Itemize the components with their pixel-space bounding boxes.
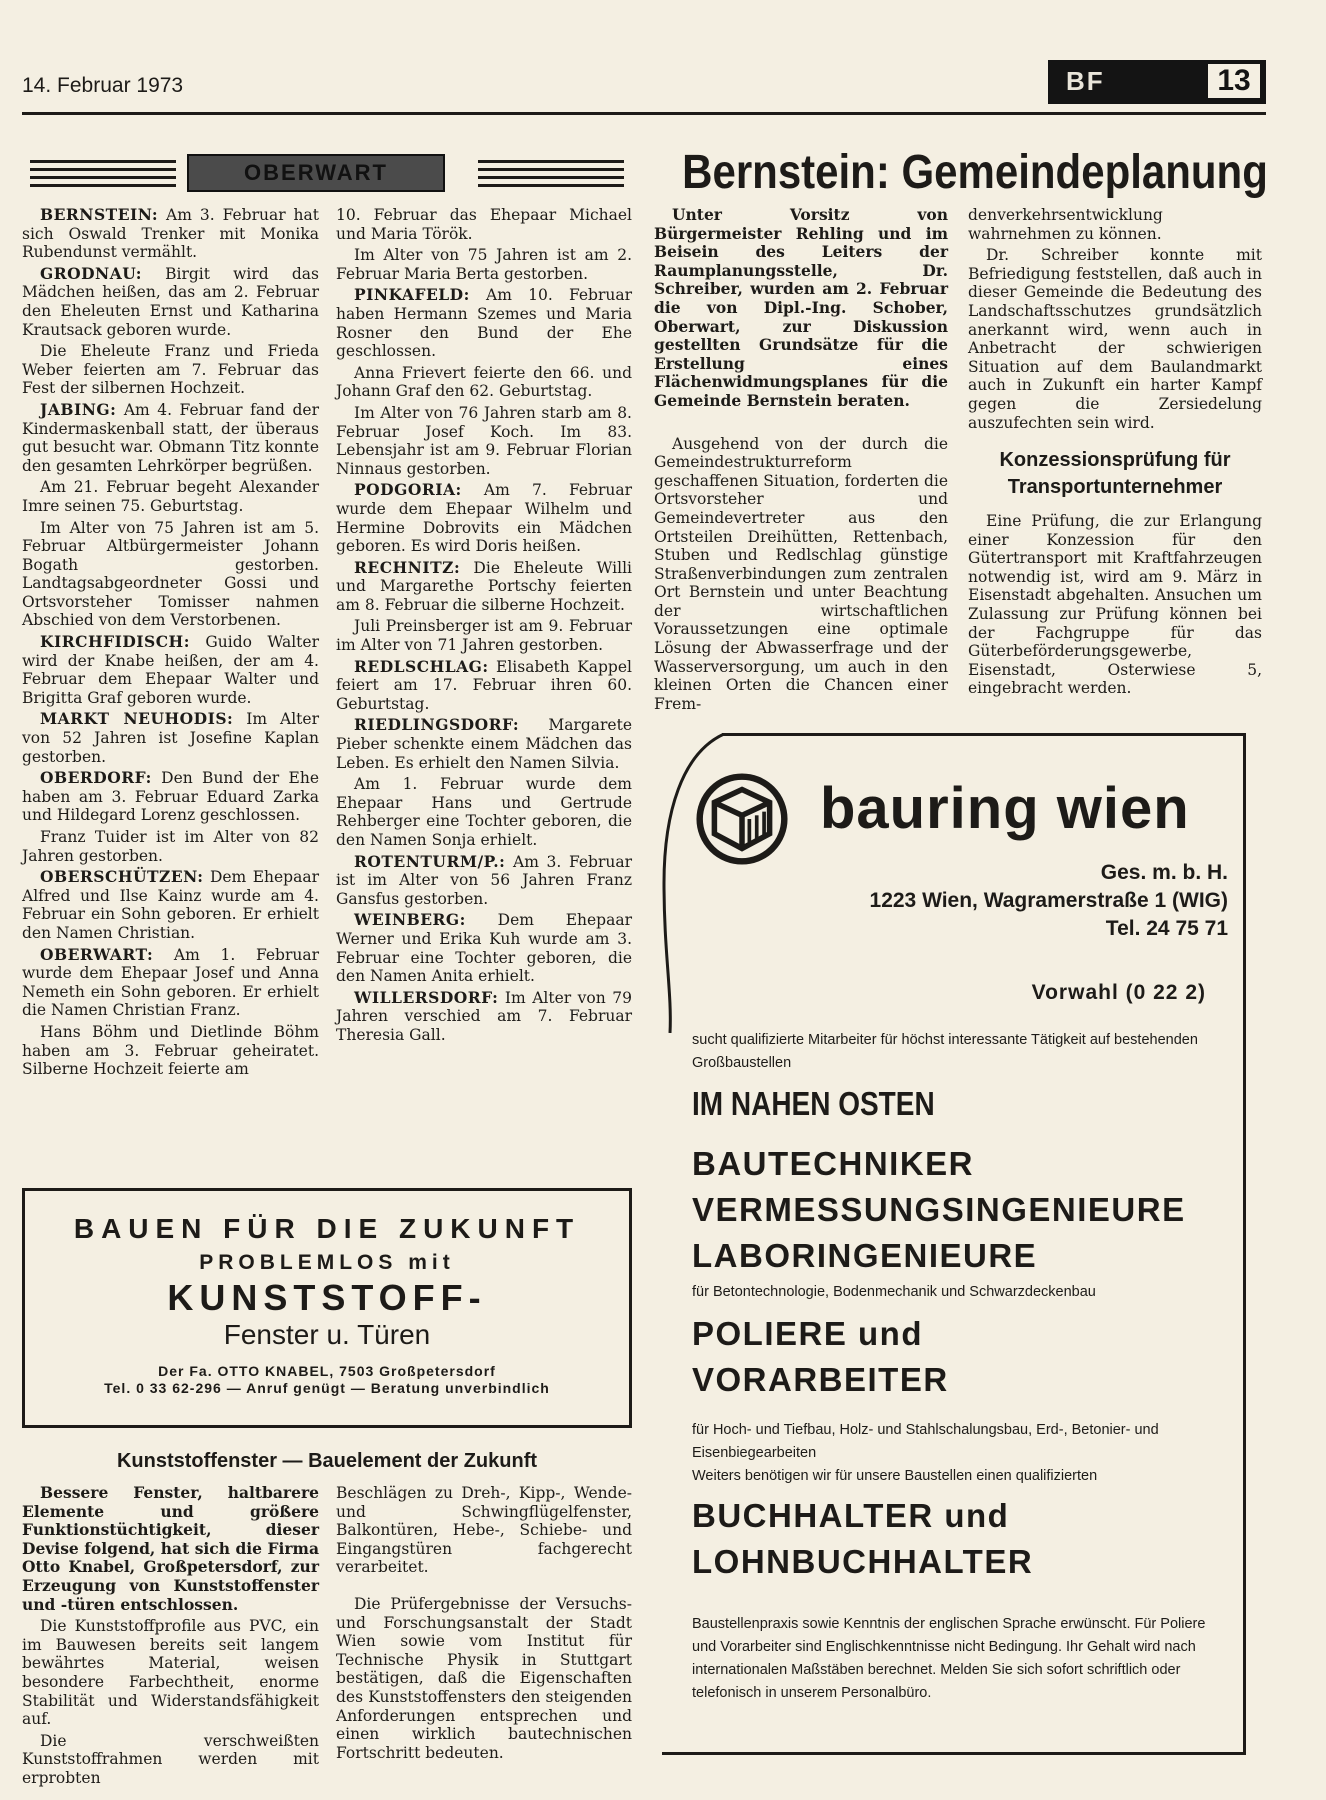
bauring-logo-icon	[696, 773, 788, 865]
bernstein-lead: Unter Vorsitz von Bürgermeister Rehling und im Beisein des Leiters der Raumplanungsstelle, Dr. Schreiber, wurden am 2. Februar die von Dipl.-Ing. Schober, Oberwart, zur Diskussion gestellten Grundsätze für die Erstellung eines Flächenwidmungsplanes für die Gemeinde Bernstein beraten.	[654, 205, 948, 410]
news-item-place: RIEDLINGSDORF:	[354, 715, 520, 735]
news-item	[336, 716, 632, 772]
section-rule-right	[478, 160, 624, 190]
headline-konzession	[968, 447, 1262, 501]
news-item	[336, 559, 632, 615]
news-item	[336, 404, 632, 478]
oberwart-column-2	[336, 206, 632, 1048]
news-item	[22, 342, 319, 398]
ad-frame-right	[1243, 733, 1246, 1755]
issue-date: 14. Februar 1973	[22, 74, 184, 97]
news-item-text: Birgit wird das Mädchen heißen, das am 2. Februar den Eheleuten Ernst und Katharina Krautsack geboren wurde.	[22, 264, 319, 339]
header-rule	[22, 112, 1266, 115]
news-item-text: Anna Frievert feierte den 66. und Johann Graf den 62. Geburtstag.	[336, 363, 632, 401]
bernstein-column-2	[968, 206, 1262, 435]
news-item-place: KIRCHFIDISCH:	[40, 632, 190, 652]
news-item	[22, 769, 319, 825]
news-item-place: ROTENTURM/P.:	[354, 851, 506, 871]
news-item-place: MARKT NEUHODIS:	[40, 709, 234, 729]
kunststoffenster-column-2	[336, 1484, 632, 1765]
bauring-footer: Baustellenpraxis sowie Kenntnis der englischen Sprache erwünscht. Für Poliere und Vorarbeiter sind Englischkenntnisse nicht Bedingung. Ihr Gehalt wird nach internationalen Maßstäben berechnet. Melden Sie sich sofort schriftlich oder telefonisch in unserem Personalbüro.	[692, 1616, 1206, 1701]
news-item-text: Im Alter von 75 Jahren ist am 2. Februar Maria Berta gestorben.	[336, 246, 632, 283]
bernstein-body-1: Ausgehend von der durch die Gemeindestrukturreform geschaffenen Situation, forderten die Ortsvorsteher und Gemeindevertreter aus den Ortsteilen Dreihütten, Rettenbach, Stuben und Redlschlag günstige Straßenverbindungen zum zentralen Ort Bernstein und unter Beachtung der wirtschaftlichen Voraussetzungen eine optimale Lösung der Abwasserfrage und der Wasserversorgung, um auch in den kleinen Orten die Chancen einer Frem-	[654, 434, 948, 713]
news-item-place: PODGORIA:	[354, 480, 462, 500]
bauring-brand: bauring wien	[820, 776, 1190, 841]
news-item-text: Den Bund der Ehe haben am 3. Februar Eduard Zarka und Hildegard Lorenz geschlossen.	[22, 769, 319, 825]
news-item-text: Die Eheleute Franz und Frieda Weber feierten am 7. Februar das Fest der silbernen Hochzeit.	[22, 342, 319, 398]
news-item-text: Am 1. Februar wurde dem Ehepaar Hans und Gertrude Rehberger eine Tochter geboren, die den Namen Sonja erhielt.	[336, 775, 632, 849]
kunststoffenster-p3: Beschlägen zu Dreh-, Kipp-, Wende- und Schwingflügelfenster, Balkontüren, Hebe-, Schiebe- und Eingangstüren fachgerecht verarbeitet.	[336, 1484, 632, 1577]
news-item-text: Margarete Pieber schenkte einem Mädchen das Leben. Es erhielt den Namen Silvia.	[336, 716, 632, 772]
job-buchhalter: BUCHHALTER und	[692, 1497, 1010, 1534]
headline-bernstein: Bernstein: Gemeindeplanung	[682, 144, 1268, 199]
news-item	[22, 265, 319, 339]
ad-company: Der Fa. OTTO KNABEL, 7503 Großpetersdorf	[158, 1363, 496, 1379]
news-item-text: Franz Tuider ist im Alter von 82 Jahren gestorben.	[22, 828, 319, 865]
section-rule-left	[30, 160, 176, 190]
news-item-place: PINKAFELD:	[354, 285, 470, 305]
news-item	[336, 364, 632, 401]
bernstein-column-1	[654, 206, 948, 716]
publication-name: BF	[1066, 66, 1105, 96]
job-laboringenieure-detail: für Betontechnologie, Bodenmechanik und Schwarzdeckenbau	[692, 1284, 1096, 1300]
news-item-text: Am 7. Februar wurde dem Ehepaar Wilhelm und Hermine Dobrovits ein Mädchen geboren. Es wird Doris heißen.	[336, 481, 632, 556]
job-bautechniker: BAUTECHNIKER	[692, 1145, 974, 1182]
bauring-phone: Tel. 24 75 71	[1105, 917, 1228, 940]
news-item	[336, 206, 632, 243]
advertisement-kunststoff	[22, 1188, 632, 1428]
bernstein-body-2a: denverkehrsentwicklung wahrnehmen zu können.	[968, 206, 1163, 243]
news-item-text: Im Alter von 79 Jahren verschied am 7. Februar Theresia Gall.	[336, 988, 632, 1044]
bauring-area-code: Vorwahl (0 22 2)	[1031, 981, 1206, 1004]
bauring-region: IM NAHEN OSTEN	[692, 1085, 935, 1123]
bernstein-body-2b: Dr. Schreiber konnte mit Befriedigung feststellen, daß auch in dieser Gemeinde die Bedeutung des Landschaftsschutzes grundsätzlich anerkannt wird, wenn auch in Anbetracht der schwierigen Situation auf dem Baulandmarkt auch in Zukunft ein harter Kampf gegen die Zersiedelung auszufechten sein wird.	[968, 246, 1262, 432]
news-item	[336, 658, 632, 714]
news-item	[22, 828, 319, 865]
kunststoffenster-lead: Bessere Fenster, haltbarere Elemente und größere Funktionstüchtigkeit, dieser Devise folgend, hat sich die Firma Otto Knabel, Großpetersdorf, zur Erzeugung von Kunststoffenster und -türen entschlossen.	[22, 1483, 319, 1614]
news-item	[22, 1023, 319, 1079]
job-laboringenieure: LABORINGENIEURE	[692, 1237, 1038, 1274]
bauring-intro: sucht qualifizierte Mitarbeiter für höchst interessante Tätigkeit auf bestehenden Großbaustellen	[692, 1032, 1198, 1071]
news-item-place: BERNSTEIN:	[40, 205, 159, 224]
ad-product-detail: Fenster u. Türen	[223, 1319, 431, 1350]
news-item	[22, 868, 319, 942]
news-item	[22, 519, 319, 631]
news-item-text: Am 4. Februar fand der Kindermaskenball statt, der überaus gut besucht war. Obmann Titz konnte den gesamten Lehrkörper begrüßen.	[22, 400, 319, 475]
news-item	[336, 775, 632, 849]
news-item-text: 10. Februar das Ehepaar Michael und Maria Török.	[336, 206, 632, 243]
news-item-place: GRODNAU:	[40, 263, 142, 283]
news-item-text: Dem Ehepaar Werner und Erika Kuh wurde am 3. Februar eine Tochter geboren, die den Namen Anita erhielt.	[336, 911, 632, 986]
news-item	[22, 401, 319, 475]
news-item-text: Dem Ehepaar Alfred und Ilse Kainz wurde am 4. Februar ein Sohn geboren. Er erhielt den Namen Christian.	[22, 868, 319, 942]
news-item-text: Guido Walter wird der Knabe heißen, der am 4. Februar dem Ehepaar Walter und Brigitta Graf geboren wurde.	[22, 633, 319, 707]
ad-frame-top	[722, 733, 1246, 736]
news-item-text: Die Eheleute Willi und Margarethe Portschy feierten am 8. Februar die silberne Hochzeit.	[336, 558, 632, 614]
news-item	[22, 710, 319, 766]
news-item-text: Hans Böhm und Dietlinde Böhm haben am 3. Februar geheiratet. Silberne Hochzeit feierte am	[22, 1022, 319, 1079]
kunststoffenster-column-1	[22, 1484, 319, 1791]
news-item	[336, 853, 632, 909]
news-item-text: Im Alter von 52 Jahren ist Josefine Kaplan gestorben.	[22, 710, 319, 766]
publication-badge	[1048, 60, 1266, 104]
news-item	[22, 946, 319, 1020]
news-item-place: JABING:	[40, 399, 117, 419]
news-item-place: OBERDORF:	[40, 768, 152, 788]
news-item-text: Am 3. Februar ist im Alter von 56 Jahren Franz Gansfus gestorben.	[336, 852, 632, 908]
news-item-text: Am 21. Februar begeht Alexander Imre seinen 75. Geburtstag.	[22, 478, 319, 515]
news-item	[336, 481, 632, 555]
news-item	[336, 617, 632, 654]
news-item-place: WEINBERG:	[354, 910, 466, 930]
news-item	[336, 989, 632, 1045]
job-vorarbeiter: VORARBEITER	[692, 1361, 949, 1398]
news-item-text: Am 3. Februar hat sich Oswald Trenker mit Monika Rubendunst vermählt.	[22, 206, 319, 262]
bauring-further: Weiters benötigen wir für unsere Baustellen einen qualifizierten	[692, 1468, 1098, 1484]
news-item-place: REDLSCHLAG:	[354, 656, 489, 676]
kunststoffenster-p1: Die Kunststoffprofile aus PVC, ein im Bauwesen bereits seit langem bewährtes Material, weisen besondere Farbechtheit, enorme Stabilität und Widerstandsfähigkeit auf.	[22, 1617, 319, 1729]
news-item-place: RECHNITZ:	[354, 557, 461, 577]
job-poliere-detail: für Hoch- und Tiefbau, Holz- und Stahlschalungsbau, Erd-, Betonier- und Eisenbiegearbeiten	[692, 1422, 1159, 1461]
news-item-text: Im Alter von 75 Jahren ist am 5. Februar Altbürgermeister Johann Bogath gestorben. Landtagsabgeordneter Gossi und Ortsvorsteher Tomisser nahmen Abschied von dem Verstorbenen.	[22, 518, 319, 630]
advertisement-bauring	[662, 733, 1246, 1755]
job-lohnbuchhalter: LOHNBUCHHALTER	[692, 1543, 1034, 1580]
news-item-place: WILLERSDORF:	[354, 987, 499, 1007]
section-label: OBERWART	[187, 154, 445, 192]
oberwart-column-1	[22, 206, 319, 1082]
news-item-text: Am 10. Februar haben Hermann Szemes und Maria Rosner den Bund der Ehe geschlossen.	[336, 286, 632, 361]
news-item-place: OBERSCHÜTZEN:	[40, 867, 204, 887]
ad-frame-bottom	[662, 1752, 1246, 1755]
news-item	[336, 911, 632, 985]
news-item	[336, 246, 632, 283]
ad-phone: Tel. 0 33 62-296 — Anruf genügt — Beratung unverbindlich	[104, 1380, 550, 1396]
konzession-column	[968, 512, 1262, 701]
news-item-text: Elisabeth Kappel feiert am 17. Februar ihren 60. Geburtstag.	[336, 657, 632, 713]
news-item-place: OBERWART:	[40, 944, 154, 964]
konzession-body: Eine Prüfung, die zur Erlangung einer Konzession für den Gütertransport mit Kraftfahrzeugen notwendig ist, wird am 9. März in Eisenstadt abgehalten. Ansuchen um Zulassung zur Prüfung können bei der Fachgruppe für das Güterbeförderungsgewerbe, Eisenstadt, Osterwiese 5, eingebracht werden.	[968, 512, 1262, 698]
news-item-text: Im Alter von 76 Jahren starb am 8. Februar Josef Koch. Im 83. Lebensjahr ist am 9. Februar Florian Ninnaus gestorben.	[336, 403, 632, 478]
news-item	[336, 286, 632, 360]
headline-konzession-line-2: Transportunternehmer	[1007, 476, 1223, 498]
news-item-text: Am 1. Februar wurde dem Ehepaar Josef und Anna Nemeth ein Sohn geboren. Er erhielt die Namen Christian Franz.	[22, 945, 319, 1020]
job-vermessungsingenieure: VERMESSUNGSINGENIEURE	[692, 1191, 1186, 1228]
kunststoffenster-p4: Die Prüfergebnisse der Versuchs- und Forschungsanstalt der Stadt Wien sowie vom Institut für Technische Physik in Stuttgart bestätigen, daß die Eigenschaften des Kunststoffensters den steigenden Anforderungen entsprechen und einen wirklich bautechnischen Fortschritt bedeuten.	[336, 1594, 632, 1762]
news-item-text: Juli Preinsberger ist am 9. Februar im Alter von 71 Jahren gestorben.	[336, 617, 632, 655]
headline-konzession-line-1: Konzessionsprüfung für	[999, 449, 1231, 471]
page-number: 13	[1206, 62, 1262, 100]
news-item	[22, 633, 319, 707]
bauring-address: 1223 Wien, Wagramerstraße 1 (WIG)	[869, 889, 1228, 912]
ad-subline: PROBLEMLOS mit	[199, 1251, 455, 1274]
job-poliere: POLIERE und	[692, 1315, 923, 1352]
news-item	[22, 478, 319, 515]
ad-headline: BAUEN FÜR DIE ZUKUNFT	[73, 1213, 581, 1244]
news-item	[22, 206, 319, 262]
kunststoffenster-p2: Die verschweißten Kunststoffrahmen werden mit erprobten	[22, 1731, 319, 1787]
bauring-company: Ges. m. b. H.	[1100, 861, 1228, 884]
headline-kunststoffenster: Kunststoffenster — Bauelement der Zukunft	[116, 1450, 538, 1472]
ad-product: KUNSTSTOFF-	[167, 1277, 487, 1318]
